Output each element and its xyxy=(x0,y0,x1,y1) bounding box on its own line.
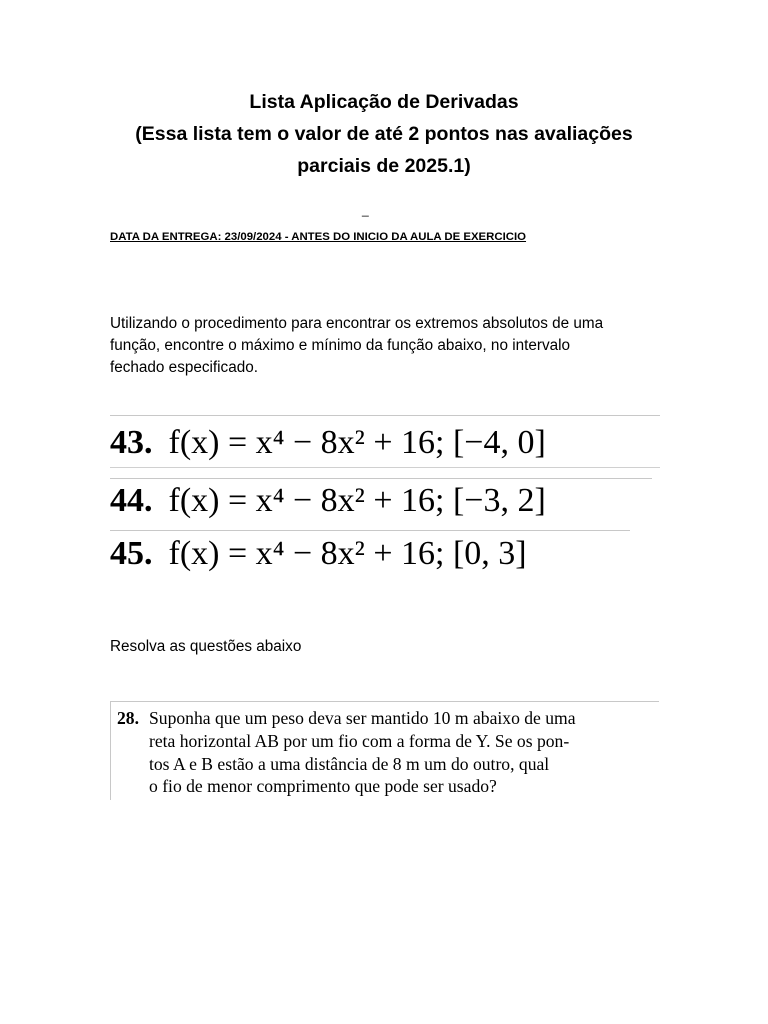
instructions-line-2: função, encontre o máximo e mínimo da função abaixo, no intervalo xyxy=(110,337,571,354)
exercise-45 xyxy=(110,530,630,577)
question-text xyxy=(149,707,661,798)
exercise-44 xyxy=(110,478,652,523)
instructions-line-1: Utilizando o procedimento para encontrar os extremos absolutos de uma xyxy=(110,315,604,332)
exercise-formula: f(x) = x⁴ − 8x² + 16; [−3, 2] xyxy=(168,482,546,519)
title-line-1: Lista Aplicação de Derivadas xyxy=(249,91,519,113)
question-number: 28. xyxy=(117,708,139,728)
title-line-2: (Essa lista tem o valor de até 2 pontos nas avaliações xyxy=(135,123,633,145)
exercise-number: 43. xyxy=(110,424,153,461)
question-line-1: Suponha que um peso deva ser mantido 10 m abaixo de uma xyxy=(149,708,576,728)
question-line-4: o fio de menor comprimento que pode ser usado? xyxy=(149,776,497,797)
instructions-paragraph xyxy=(110,313,670,379)
question-line-2: reta horizontal AB por um fio com a forma de Y. Se os pon- xyxy=(149,730,570,751)
section-label: Resolva as questões abaixo xyxy=(110,638,302,655)
separator-mark: _ xyxy=(362,203,369,217)
title-line-3: parciais de 2025.1) xyxy=(297,155,471,177)
question-line-3: tos A e B estão a uma distância de 8 m um do outro, qual xyxy=(149,753,550,774)
exercise-number: 45. xyxy=(110,535,153,572)
exercise-formula: f(x) = x⁴ − 8x² + 16; [0, 3] xyxy=(168,535,527,572)
exercise-formula: f(x) = x⁴ − 8x² + 16; [−4, 0] xyxy=(168,424,546,461)
exercise-43 xyxy=(110,415,660,468)
delivery-date-note: DATA DA ENTREGA: 23/09/2024 - ANTES DO INICIO DA AULA DE EXERCICIO xyxy=(110,231,527,243)
question-28 xyxy=(110,701,659,800)
document-title xyxy=(60,86,708,182)
instructions-line-3: fechado especificado. xyxy=(110,359,258,376)
exercise-number: 44. xyxy=(110,482,153,519)
